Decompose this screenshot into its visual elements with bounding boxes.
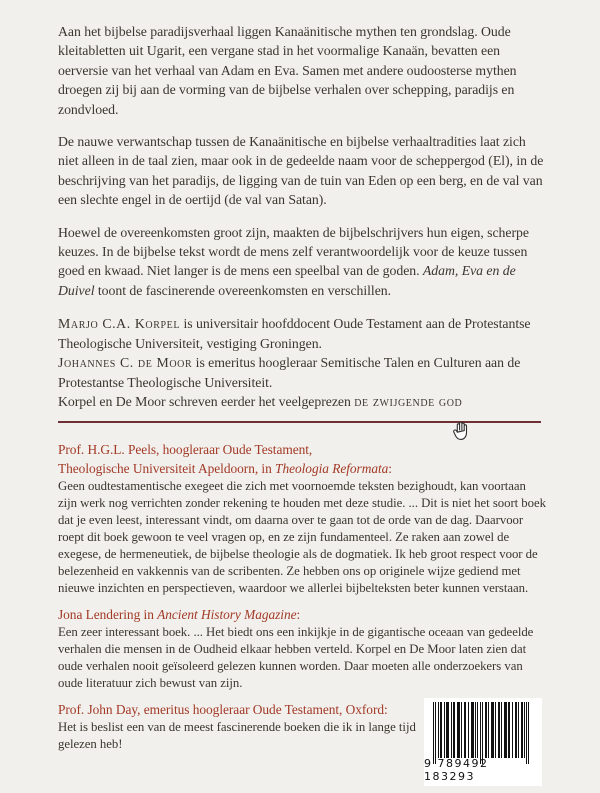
review-peels-body: Geen oudtestamentische exegeet die zich met voornoemde teksten bezighoudt, kan voortaan zijn werk nog verrichten zonder rekening te houden met deze studie. ... Dit is niet het soort boek dat je even leest, interessant vindt, om daarna over te gaan tot de orde van de dag. Daarvoor roept dit boek gewoon te veel vragen op, en ze zijn fundamenteel. Ze raken aan zowel de exegese, de hermeneutiek, de bijbelse theologie als de dogmatiek. Ik heb groot respect voor de belezenheid en vakkennis van de scribenten. Ze hebben ons op originele wijze gediend met nieuwe inzichten en perspectieven, waardoor we allerlei bijbelteksten beter kunnen verstaan. bbox=[58, 478, 546, 595]
book-title-italic: Adam, Eva en de Duivel bbox=[58, 263, 516, 298]
author-bio-korpel bbox=[58, 314, 548, 353]
blurb-paragraph-2: De nauwe verwantschap tussen de Kanaänitische en bijbelse verhaaltradities laat zich niet alleen in de taal zien, maar ook in de gedeelde naam voor de scheppergod (El), in de beschrijving van het paradijs, de ligging van de tuin van Eden op een berg, en de val van een slechte engel in de oertijd (de val van Satan). bbox=[58, 134, 544, 208]
cover-text-content bbox=[58, 22, 548, 762]
review-day-body: Het is beslist een van de meest fascinerende boeken die ik in lange tijd gelezen heb! bbox=[58, 720, 416, 752]
author-bio-demoor bbox=[58, 353, 548, 392]
review-peels-heading-line1: Prof. H.G.L. Peels, hoogleraar Oude Testament, bbox=[58, 442, 313, 458]
author-bios bbox=[58, 314, 548, 411]
author-bio-korpel-text: is universitair hoofddocent Oude Testament aan de Protestantse Theologische Universiteit, vestiging Groningen. bbox=[58, 316, 531, 351]
author-name-korpel: Marjo C.A. Korpel bbox=[58, 316, 181, 332]
review-lendering-heading-pre: Jona Lendering in bbox=[58, 606, 158, 622]
review-lendering-body: Een zeer interessant boek. ... Het biedt ons een inkijkje in de gigantische oceaan van gedeelde verhalen die mensen in de Oudheid elkaar hebben verteld. Korpel en De Moor laten zien dat oude verhalen nooit geïsoleerd gelezen kunnen worden. Daar moeten alle onderzoekers van oude literatuur zich bewust van zijn. bbox=[58, 624, 534, 690]
section-divider bbox=[58, 421, 541, 423]
review-lendering-journal-italic: Ancient History Magazine bbox=[157, 606, 297, 622]
blurb-paragraph-3-lead: Hoewel de overeenkomsten groot zijn, maakten de bijbelschrijvers hun eigen, scherpe keuzes. In de bijbelse tekst wordt de mens zelf verantwoordelijk voor de keuze tussen goed en kwaad. Niet langer is de mens een speelbal van de goden. bbox=[58, 224, 529, 279]
review-peels-heading-line2: Theologische Universiteit Apeldoorn, in bbox=[58, 460, 276, 476]
review-lendering bbox=[58, 606, 548, 692]
blurb-paragraph-3 bbox=[58, 223, 548, 301]
previous-book-note bbox=[58, 392, 548, 411]
review-day-heading: Prof. John Day, emeritus hoogleraar Oude Testament, Oxford: bbox=[58, 701, 388, 717]
review-peels-heading-colon: : bbox=[388, 460, 392, 476]
review-lendering-heading bbox=[58, 606, 548, 624]
previous-book-title: de zwijgende god bbox=[354, 393, 463, 409]
author-name-demoor: Johannes C. de Moor bbox=[58, 355, 193, 371]
barcode bbox=[424, 698, 542, 786]
previous-book-note-text: Korpel en De Moor schreven eerder het veelgeprezen bbox=[58, 393, 355, 409]
review-peels bbox=[58, 441, 548, 596]
review-peels-heading bbox=[58, 441, 548, 477]
review-lendering-heading-colon: : bbox=[296, 606, 301, 622]
barcode-digits: 9 789492 183293 bbox=[424, 757, 489, 783]
author-bio-demoor-text: is emeritus hoogleraar Semitische Talen en Culturen aan de Protestantse Theologische Universiteit. bbox=[58, 355, 521, 390]
blurb-paragraph-3-rest: toont de fascinerende overeenkomsten en verschillen. bbox=[94, 282, 392, 298]
blurb-paragraph-1: Aan het bijbelse paradijsverhaal liggen Kanaänitische mythen ten grondslag. Oude kleitabletten uit Ugarit, een vergane stad in het voormalige Kanaän, bevatten een oerversie van het verhaal van Adam en Eva. Samen met andere oudoosterse mythen droegen zij bij aan de vorming van de bijbelse verhalen over schepping, paradijs en zondvloed. bbox=[58, 24, 517, 117]
review-peels-journal-italic: Theologia Reformata bbox=[275, 460, 389, 476]
